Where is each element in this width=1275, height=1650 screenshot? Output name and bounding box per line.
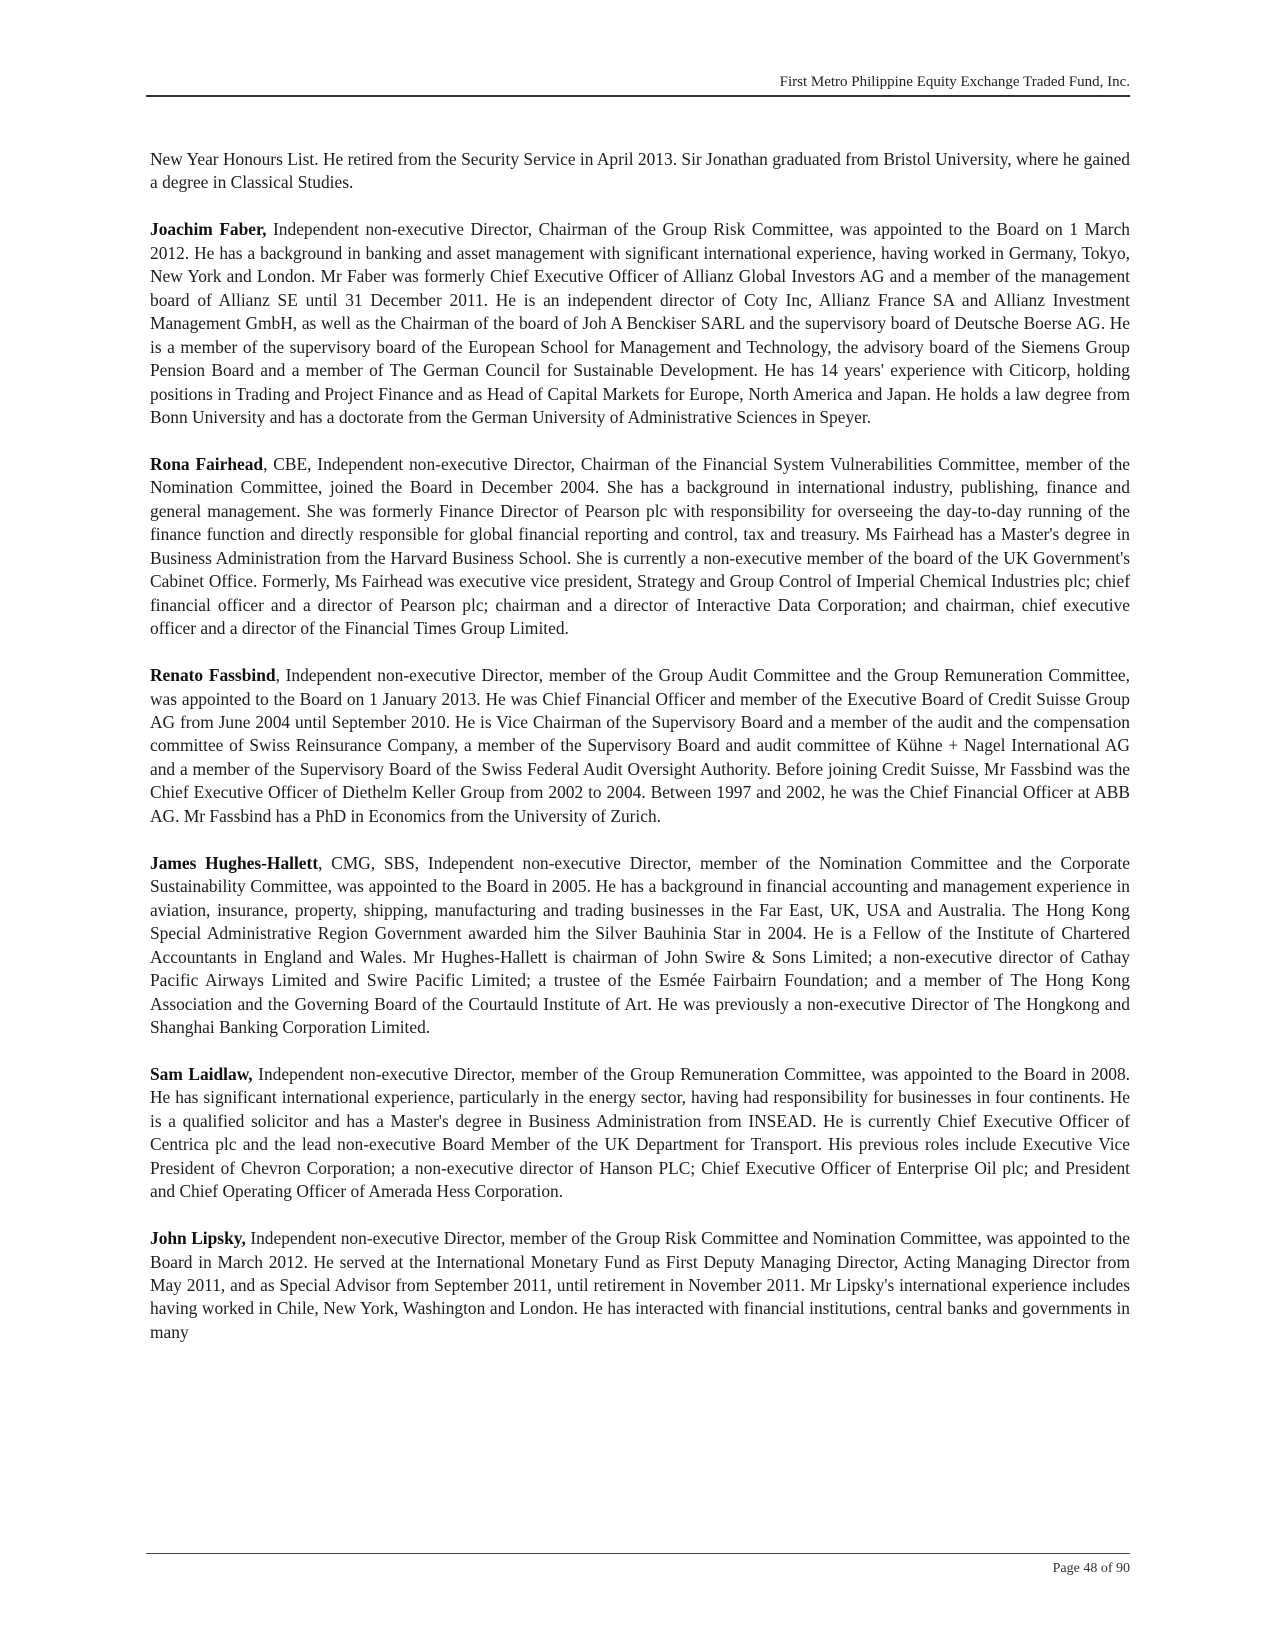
footer-divider	[146, 1553, 1130, 1554]
director-name: John Lipsky,	[150, 1228, 246, 1249]
director-name: Renato Fassbind	[150, 665, 276, 686]
director-name: Joachim Faber,	[150, 219, 267, 240]
body-text	[150, 148, 1130, 1368]
header-divider	[146, 95, 1130, 97]
director-name: Sam Laidlaw,	[150, 1063, 253, 1084]
director-bio-text: Independent non-executive Director, Chairman of the Group Risk Committee, was appointed to the Board on 1 March 2012. He has a background in banking and asset management with significant international experience, having worked in Germany, Tokyo, New York and London. Mr Faber was formerly Chief Executive Officer of Allianz Global Investors AG and a member of the management board of Allianz SE until 31 December 2011. He is an independent director of Coty Inc, Allianz France SA and Allianz Investment Management GmbH, as well as the Chairman of the board of Joh A Benckiser SARL and the supervisory board of Deutsche Boerse AG. He is a member of the supervisory board of the European School for Management and Technology, the advisory board of the Siemens Group Pension Board and a member of The German Council for Sustainable Development. He has 14 years' experience with Citicorp, holding positions in Trading and Project Finance and as Head of Capital Markets for Europe, North America and Japan. He holds a law degree from Bonn University and has a doctorate from the German University of Administrative Sciences in Speyer.	[150, 219, 1130, 428]
director-bio-joachim-faber	[150, 218, 1130, 429]
page-number: Page 48 of 90	[1052, 1561, 1130, 1576]
running-header: First Metro Philippine Equity Exchange Traded Fund, Inc.	[779, 74, 1130, 90]
director-bio-text: , CMG, SBS, Independent non-executive Director, member of the Nomination Committee and the Corporate Sustainability Committee, was appointed to the Board in 2005. He has a background in financial accounting and management experience in aviation, insurance, property, shipping, manufacturing and trading businesses in the Far East, UK, USA and Australia. The Hong Kong Special Administrative Region Government awarded him the Silver Bauhinia Star in 2004. He is a Fellow of the Institute of Chartered Accountants in England and Wales. Mr Hughes-Hallett is chairman of John Swire & Sons Limited; a non-executive director of Cathay Pacific Airways Limited and Swire Pacific Limited; a trustee of the Esmée Fairbairn Foundation; and a member of The Hong Kong Association and the Governing Board of the Courtauld Institute of Art. He was previously a non-executive Director of The Hongkong and Shanghai Banking Corporation Limited.	[150, 852, 1130, 1037]
director-bio-text: Independent non-executive Director, member of the Group Risk Committee and Nomination Committee, was appointed to the Board in March 2012. He served at the International Monetary Fund as First Deputy Managing Director, Acting Managing Director from May 2011, and as Special Advisor from September 2011, until retirement in November 2011. Mr Lipsky's international experience includes having worked in Chile, New York, Washington and London. He has interacted with financial institutions, central banks and governments in many	[150, 1228, 1130, 1342]
director-bio-text: Independent non-executive Director, member of the Group Remuneration Committee, was appointed to the Board in 2008. He has significant international experience, particularly in the energy sector, having had responsibility for businesses in four continents. He is a qualified solicitor and has a Master's degree in Business Administration from INSEAD. He is currently Chief Executive Officer of Centrica plc and the lead non-executive Board Member of the UK Department for Transport. His previous roles include Executive Vice President of Chevron Corporation; a non-executive director of Hanson PLC; Chief Executive Officer of Enterprise Oil plc; and President and Chief Operating Officer of Amerada Hess Corporation.	[150, 1063, 1130, 1202]
director-bio-james-hughes-hallett	[150, 852, 1130, 1040]
director-name: Rona Fairhead	[150, 453, 264, 474]
director-bio-john-lipsky	[150, 1227, 1130, 1344]
director-name: James Hughes-Hallett	[150, 852, 319, 873]
paragraph-continuation	[150, 148, 1130, 195]
director-bio-text: , Independent non-executive Director, member of the Group Audit Committee and the Group Remuneration Committee, was appointed to the Board on 1 January 2013. He was Chief Financial Officer and member of the Executive Board of Credit Suisse Group AG from June 2004 until September 2010. He is Vice Chairman of the Supervisory Board and a member of the audit and the compensation committee of Swiss Reinsurance Company, a member of the Supervisory Board and audit committee of Kühne + Nagel International AG and a member of the Supervisory Board of the Swiss Federal Audit Oversight Authority. Before joining Credit Suisse, Mr Fassbind was the Chief Executive Officer of Diethelm Keller Group from 2002 to 2004. Between 1997 and 2002, he was the Chief Financial Officer at ABB AG. Mr Fassbind has a PhD in Economics from the University of Zurich.	[150, 665, 1131, 826]
director-bio-text: , CBE, Independent non-executive Director, Chairman of the Financial System Vulnerabilities Committee, member of the Nomination Committee, joined the Board in December 2004. She has a background in international industry, publishing, finance and general management. She was formerly Finance Director of Pearson plc with responsibility for overseeing the day-to-day running of the finance function and directly responsible for global financial reporting and control, tax and treasury. Ms Fairhead has a Master's degree in Business Administration from the Harvard Business School. She is currently a non-executive member of the board of the UK Government's Cabinet Office. Formerly, Ms Fairhead was executive vice president, Strategy and Group Control of Imperial Chemical Industries plc; chief financial officer and a director of Pearson plc; chairman and a director of Interactive Data Corporation; and chairman, chief executive officer and a director of the Financial Times Group Limited.	[150, 453, 1130, 639]
director-bio-sam-laidlaw	[150, 1063, 1130, 1204]
director-bio-renato-fassbind	[150, 664, 1130, 828]
paragraph-text: New Year Honours List. He retired from the Security Service in April 2013. Sir Jonathan graduated from Bristol University, where he gained a degree in Classical Studies.	[150, 149, 1130, 193]
director-bio-rona-fairhead	[150, 453, 1130, 641]
